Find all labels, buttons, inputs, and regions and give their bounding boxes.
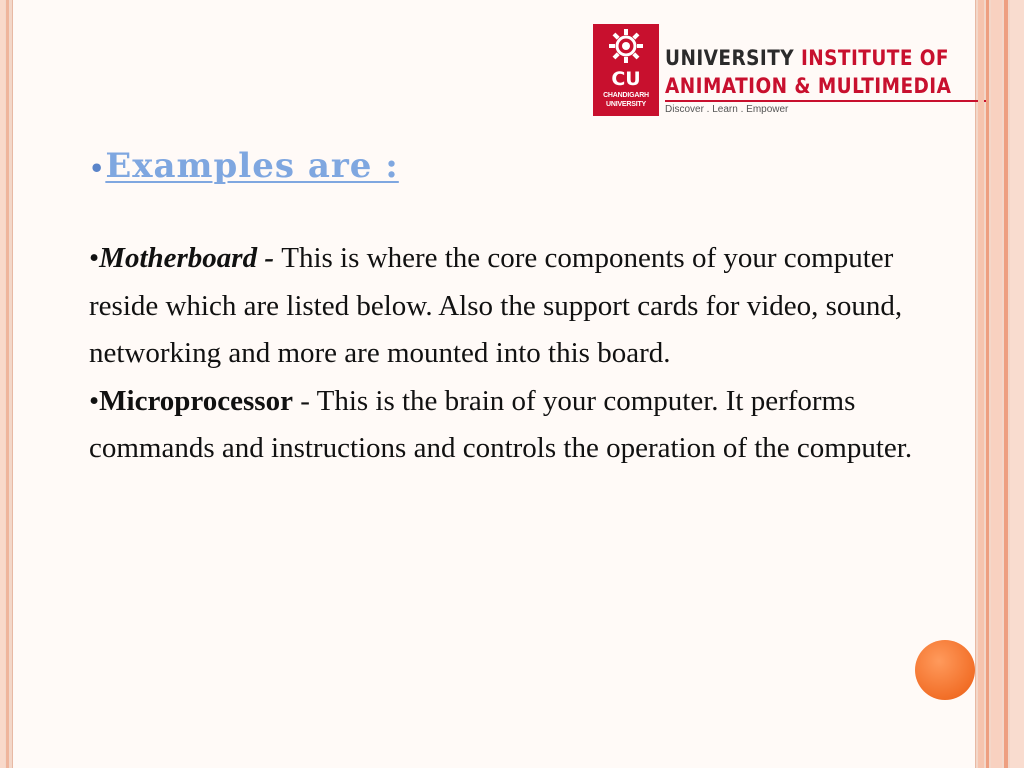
slide-heading: [89, 140, 929, 195]
decorative-orb: [915, 640, 975, 700]
logo-title-line2: ANIMATION & MULTIMEDIA: [665, 74, 952, 98]
spacer: [89, 195, 929, 235]
item-bullet: •: [89, 384, 100, 417]
item-bullet: •: [89, 242, 100, 274]
right-border-stripe: [986, 0, 989, 768]
right-border-stripe: [991, 0, 1002, 768]
logo-tagline: Discover . Learn . Empower: [665, 104, 789, 115]
list-item: [89, 235, 929, 378]
item-description: - This is the brain of your computer. It performs commands and instructions and controls the operation of the computer.: [89, 384, 913, 464]
logo-word-institute: INSTITUTE OF: [800, 46, 949, 70]
right-border-stripe: [1004, 0, 1008, 768]
right-border-stripe: [1010, 0, 1024, 768]
cu-initials: CU: [611, 68, 641, 90]
list-item: [89, 378, 929, 473]
logo-divider: [665, 100, 987, 102]
heading-text: Examples are :: [105, 146, 399, 186]
item-term: Motherboard -: [99, 242, 282, 274]
slide: [12, 0, 976, 768]
item-term: Microprocessor: [99, 384, 293, 417]
item-description: This is where the core components of your computer reside which are listed below. Also the support cards for video, sound, networking and more are mounted into this board.: [89, 242, 903, 369]
university-logo: [593, 24, 989, 116]
left-border-stripe: [0, 0, 5, 768]
left-border-stripe: [6, 0, 9, 768]
cu-subtext: CHANDIGARH: [603, 92, 649, 99]
logo-word-university: UNIVERSITY: [665, 46, 795, 70]
right-border-stripe: [978, 0, 984, 768]
cu-emblem: [593, 24, 659, 116]
heading-bullet: •: [89, 154, 106, 183]
cu-subtext: UNIVERSITY: [605, 101, 646, 108]
slide-content: [89, 140, 929, 473]
gear-emblem-icon: [593, 24, 659, 68]
logo-title-line1: [665, 46, 949, 70]
